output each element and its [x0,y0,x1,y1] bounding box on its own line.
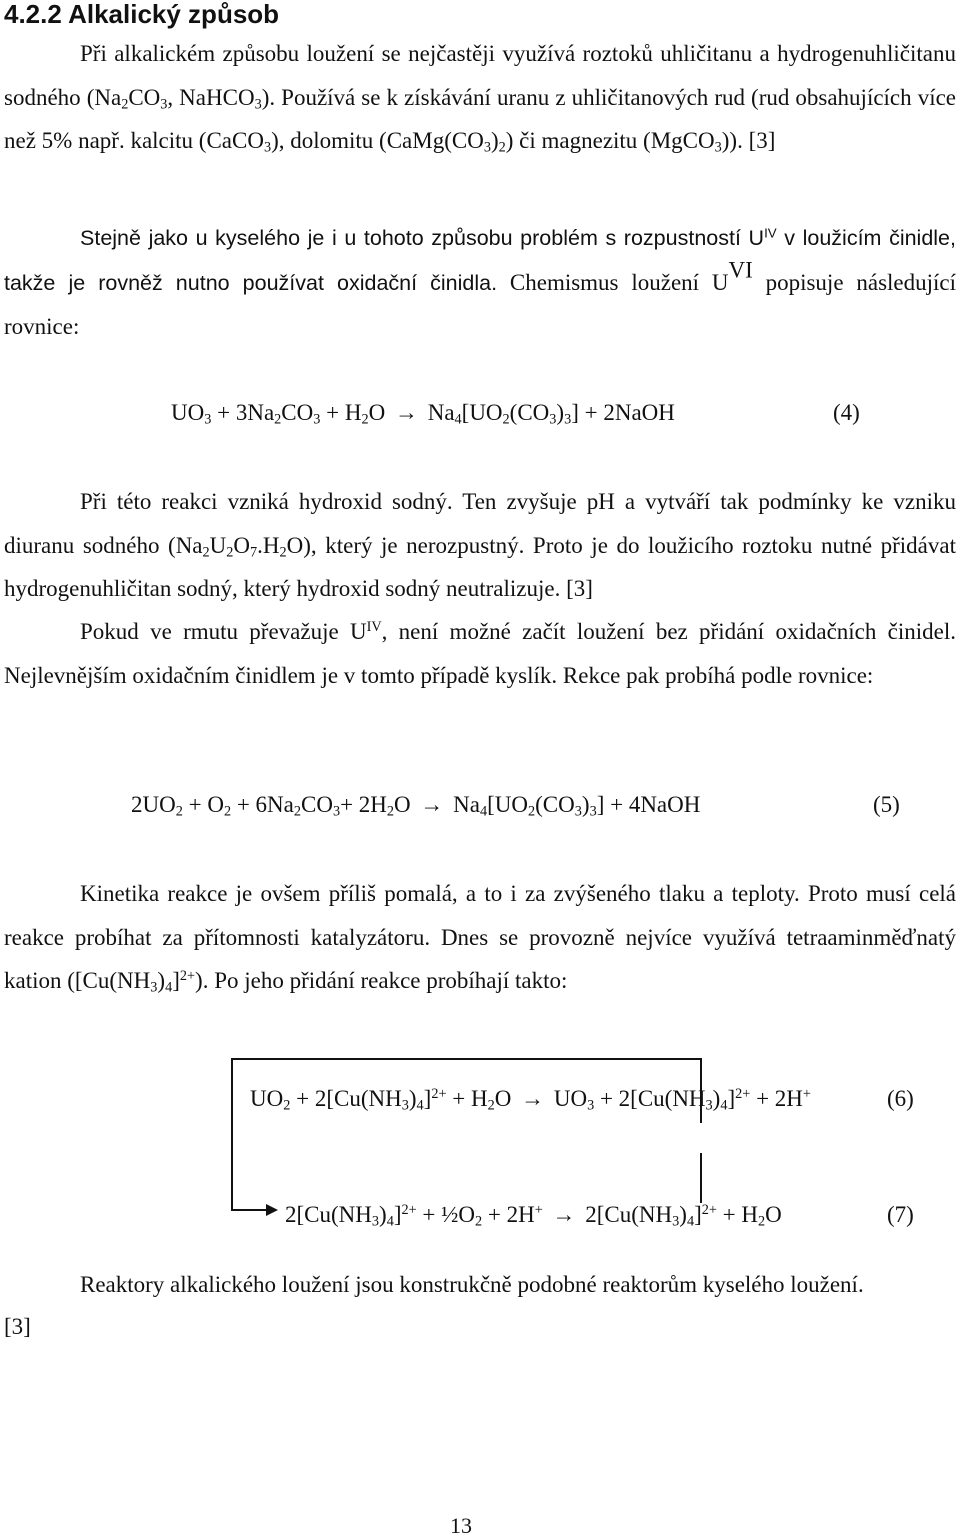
page-number: 13 [450,1513,472,1538]
equation-4-number: (4) [833,400,860,425]
paragraph-4: Pokud ve rmutu převažuje $U^{IV}$, není možné začít loužení bez přidání oxidačních činidel. Nejlevnějším oxidačním činidlem je v tomto případě kyslík. Rekce pak probíhá podle rovnice: [4,619,956,688]
reaction-arrow-icon: → [394,400,418,425]
cycle-line-bottom [231,1209,267,1211]
paragraph-2: Stejně jako u kyselého je i u tohoto způsobu problém s rozpustností $U^{IV}$ v loužicím činidle, takže je rovněž nutno používat oxidační činidla. Chemismus loužení $U^{VI}$ popisuje následující rovnice: [4,225,957,339]
paragraph-6: Reaktory alkalického loužení jsou konstrukčně podobné reaktorům kyselého loužení. [80,1272,864,1297]
section-heading: 4.2.2 Alkalický způsob [4,0,280,29]
cycle-arrow-icon [266,1204,278,1216]
cycle-line-left [231,1058,233,1210]
citation-reference: [3] [4,1314,31,1339]
paragraph-3: Při této reakci vzniká hydroxid sodný. Ten zvyšuje pH a vytváří tak podmínky ke vzniku diuranu sodného $(Na_2U_2O_7.H_2O)$, který je nerozpustný. Proto je do loužicího roztoku nutné přidávat hydrogenuhličitan sodný, který hydroxid sodný neutralizuje. [3] [4,489,956,601]
paragraph-5: Kinetika reakce je ovšem příliš pomalá, a to i za zvýšeného tlaku a teploty. Proto musí celá reakce probíhat za přítomnosti katalyzátoru. Dnes se provozně nejvíce využívá tetraaminměďnatý kation $([Cu(NH_3)_4]^{2+})$. Po jeho přidání reakce probíhají takto: [4,881,956,996]
reaction-arrow-icon: → [420,792,444,817]
equation-6: $UO_2 + 2[Cu(NH_3)_4]^{2+} + H_2O \to UO_3 + 2[Cu(NH_3)_4]^{2+} + 2H^+$ [250,1086,811,1114]
cycle-line-right-lower [700,1153,702,1203]
equation-7-number: (7) [887,1202,914,1227]
equation-5: $2UO_2 + O_2 + 6Na_2CO_3+ 2H_2O \to Na_4[UO_2(CO_3)_3]$ + 4NaOH [131,792,701,820]
cycle-line-top [231,1058,701,1060]
equation-5-number: (5) [873,792,900,817]
equation-6-number: (6) [887,1086,914,1111]
reaction-arrow-icon: → [552,1202,576,1227]
equation-7: $2[Cu(NH_3)_4]^{2+}$ + $\frac{1}{2}O_2 + 2H^+ \to 2[Cu(NH_3)_4]^{2+} + H_2O$ [285,1202,782,1230]
paragraph-1: Při alkalickém způsobu loužení se nejčastěji využívá roztoků uhličitanu a hydrogenuhličitanu sodného ($Na_2CO_3$, NaHCO$_3$). Používá se k získávání uranu z uhličitanových rud (rud obsahujících více než 5% např. kalcitu (CaCO$_3$), dolomitu $(CaMg(CO_3)_2)$ či magnezitu (MgCO$_3$)). [3] [4,41,956,156]
reaction-arrow-icon: → [521,1086,545,1111]
equation-4: $UO_3 + 3Na_2CO_3 + H_2O \to Na_4[UO_2(CO_3)_3]$ + 2NaOH [171,400,675,428]
